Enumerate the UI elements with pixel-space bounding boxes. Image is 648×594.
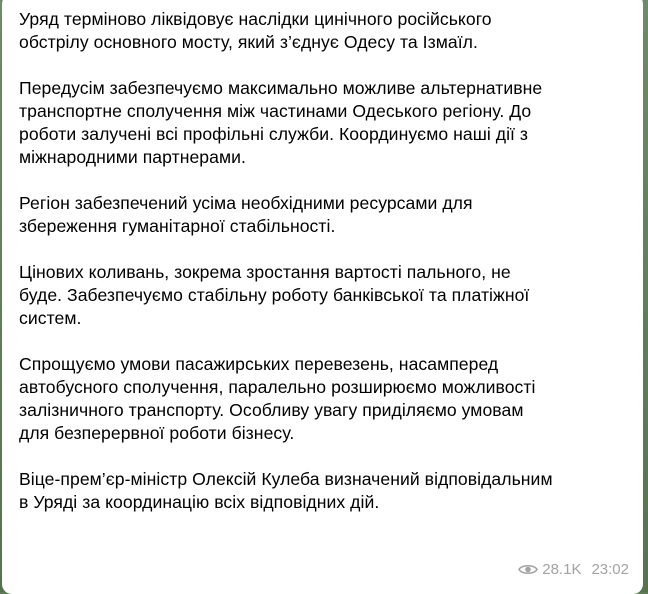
message-bubble[interactable] — [2, 0, 643, 594]
message-paragraph: Віце-прем’єр-міністр Олексій Кулеба визначений відповідальним в Уряді за координацію всіх відповідних дій. — [19, 469, 553, 512]
message-paragraph: Спрощуємо умови пасажирських перевезень, насамперед автобусного сполучення, паралельно розширюємо можливості залізничного транспорту. Особливу увагу приділяємо умовам для безперервної роботи бізнесу. — [19, 354, 536, 443]
message-paragraph: Уряд терміново ліквідовує наслідки цинічного російського обстрілу основного мосту, який з’єднує Одесу та Ізмаїл. — [19, 9, 492, 52]
message-time: 23:02 — [591, 561, 629, 578]
message-text — [19, 8, 629, 514]
message-paragraph: Передусім забезпечуємо максимально можливе альтернативне транспортне сполучення між частинами Одеського регіону. До роботи залучені всі профільні служби. Координуємо наші дії з міжнародними партнерами. — [19, 78, 543, 167]
eye-icon — [518, 563, 538, 576]
view-count: 28.1K — [542, 561, 582, 578]
message-paragraph: Регіон забезпечений усіма необхідними ресурсами для збереження гуманітарної стабільності. — [19, 193, 473, 236]
message-meta — [518, 561, 629, 578]
message-paragraph: Цінових коливань, зокрема зростання вартості пального, не буде. Забезпечуємо стабільну роботу банківської та платіжної систем. — [19, 262, 530, 328]
